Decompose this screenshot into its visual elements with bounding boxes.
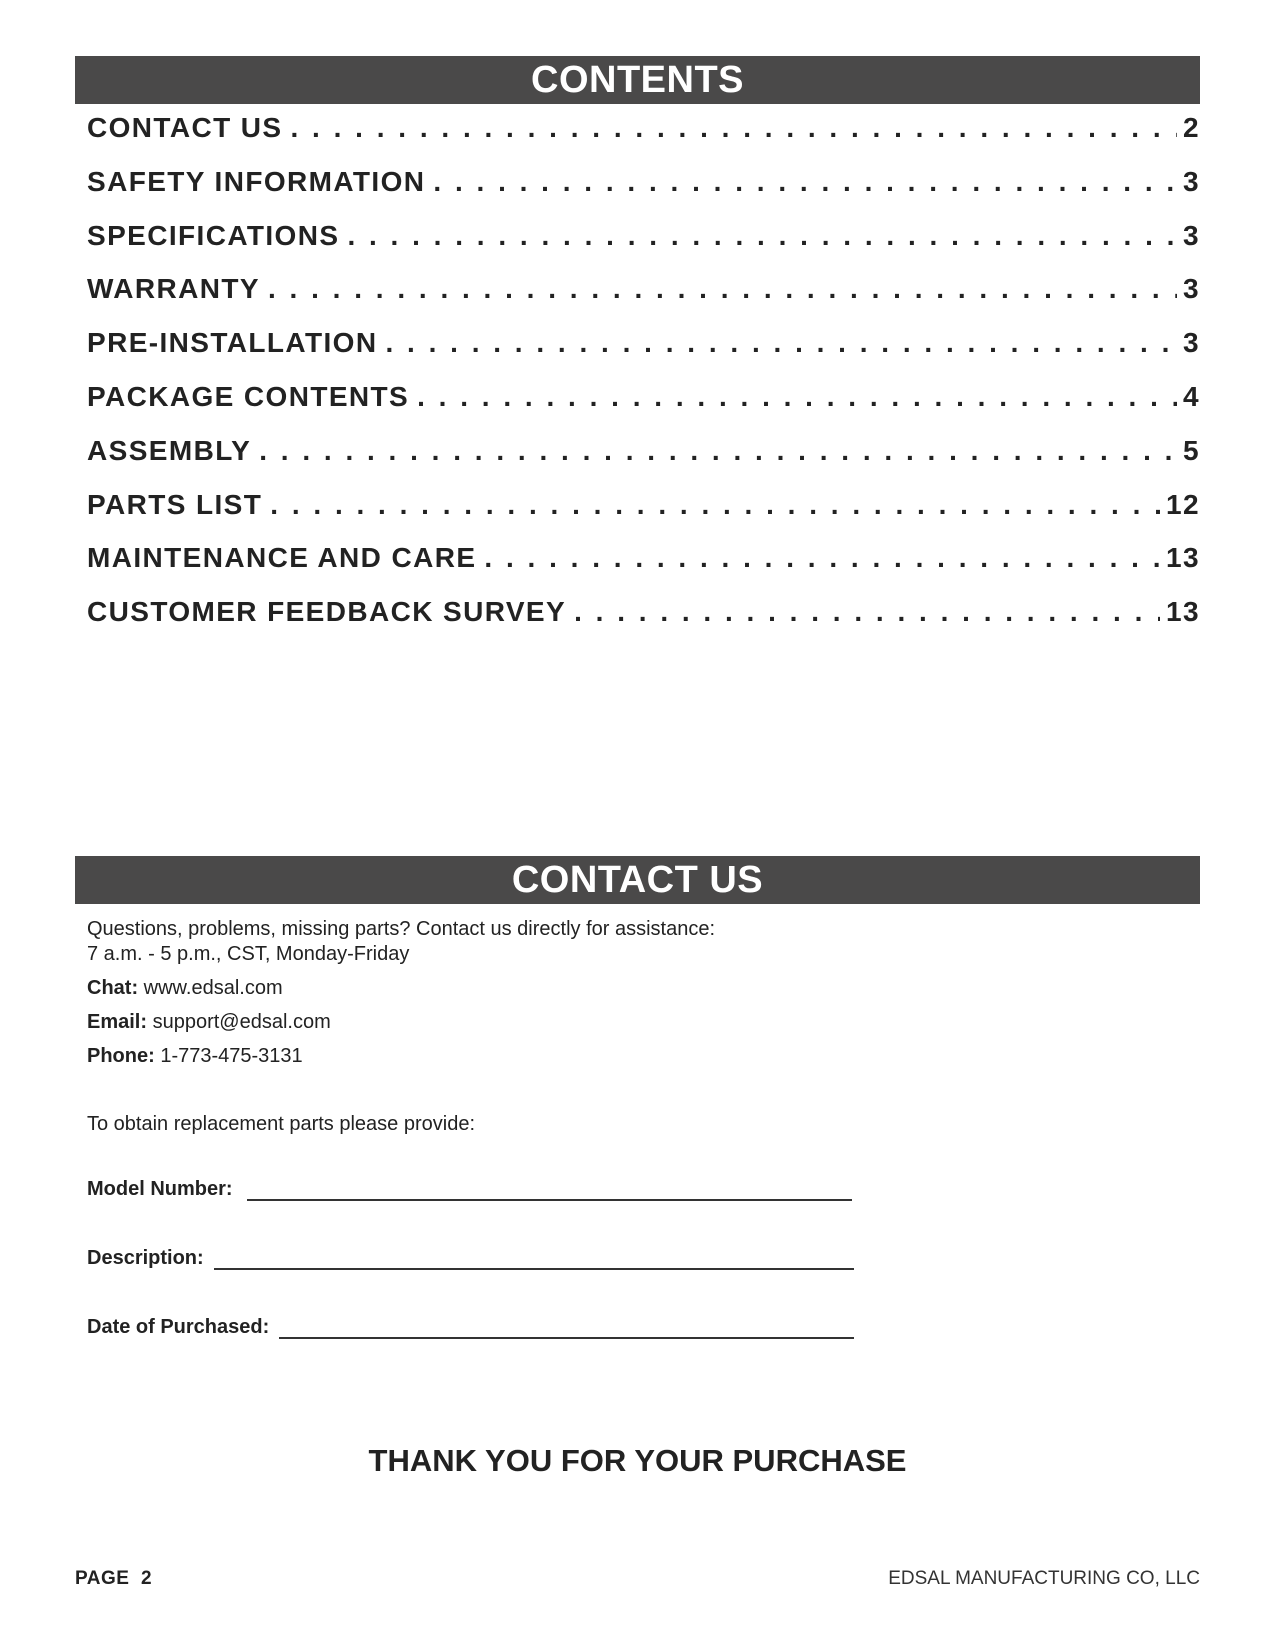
toc-entry-title: SPECIFICATIONS [87,219,340,251]
toc-leader-dots [417,381,1177,413]
email-label: Email: [87,1011,148,1033]
toc-entry-title: PACKAGE CONTENTS [87,380,410,412]
toc-leader-dots [347,220,1177,252]
toc-entry-page: 13 [1166,542,1200,574]
email-row [87,1010,987,1035]
toc-entry-package-contents[interactable] [87,381,1200,435]
phone-number[interactable]: 1-773-475-3131 [160,1045,303,1067]
toc-entry-title: PRE-INSTALLATION [87,327,378,359]
chat-row [87,976,987,1001]
toc-entry-title: SAFETY INFORMATION [87,165,426,197]
description-label: Description: [87,1247,204,1269]
toc-entry-parts-list[interactable] [87,489,1200,543]
email-link[interactable]: support@edsal.com [152,1011,331,1033]
date-of-purchase-label: Date of Purchased: [87,1316,270,1338]
toc-leader-dots [574,596,1160,628]
toc-entry-page: 13 [1166,596,1200,628]
toc-leader-dots [385,327,1177,359]
model-number-blank[interactable] [247,1181,852,1201]
description-row [87,1247,854,1270]
toc-entry-pre-installation[interactable] [87,327,1200,381]
model-number-row [87,1178,852,1201]
toc-leader-dots [270,489,1160,521]
chat-label: Chat: [87,977,139,999]
toc-entry-page: 3 [1183,219,1200,251]
toc-entry-title: PARTS LIST [87,488,263,520]
toc-entry-assembly[interactable] [87,435,1200,489]
toc-entry-page: 5 [1183,434,1200,466]
toc-entry-maintenance-and-care[interactable] [87,542,1200,596]
toc-entry-title: WARRANTY [87,273,260,305]
toc-entry-title: MAINTENANCE AND CARE [87,542,477,574]
company-name: EDSAL MANUFACTURING CO, LLC [888,1568,1200,1589]
toc-entry-safety-information[interactable] [87,166,1200,220]
toc-leader-dots [268,273,1177,305]
description-blank[interactable] [214,1250,854,1270]
toc-leader-dots [484,542,1160,574]
toc-entry-title: CUSTOMER FEEDBACK SURVEY [87,596,567,628]
contact-hours: 7 a.m. - 5 p.m., CST, Monday-Friday [87,943,410,965]
table-of-contents [87,112,1200,650]
contact-intro: Questions, problems, missing parts? Contact us directly for assistance: [87,918,716,940]
toc-entry-title: CONTACT US [87,112,283,143]
chat-link[interactable]: www.edsal.com [143,977,283,999]
thank-you-message: THANK YOU FOR YOUR PURCHASE [368,1443,907,1478]
toc-leader-dots [433,166,1177,198]
phone-label: Phone: [87,1045,155,1067]
page-number: PAGE 2 [75,1568,153,1589]
toc-leader-dots [290,112,1177,144]
date-of-purchase-blank[interactable] [279,1319,854,1339]
model-number-label: Model Number: [87,1178,233,1200]
date-of-purchase-row [87,1316,854,1339]
toc-entry-page: 12 [1166,488,1200,520]
toc-leader-dots [259,435,1177,467]
toc-entry-customer-feedback-survey[interactable] [87,596,1200,650]
toc-entry-page: 2 [1183,112,1200,143]
replacement-instructions: To obtain replacement parts please provide: [87,1113,476,1135]
toc-entry-contact-us[interactable] [87,112,1200,166]
contact-section [87,917,987,1137]
toc-entry-page: 4 [1183,380,1200,412]
toc-entry-page: 3 [1183,165,1200,197]
toc-entry-warranty[interactable] [87,273,1200,327]
toc-entry-specifications[interactable] [87,220,1200,274]
toc-entry-page: 3 [1183,273,1200,305]
toc-entry-title: ASSEMBLY [87,434,252,466]
contact-us-heading: CONTACT US [75,856,1200,904]
toc-entry-page: 3 [1183,327,1200,359]
contents-heading: CONTENTS [75,56,1200,104]
phone-row [87,1044,987,1069]
